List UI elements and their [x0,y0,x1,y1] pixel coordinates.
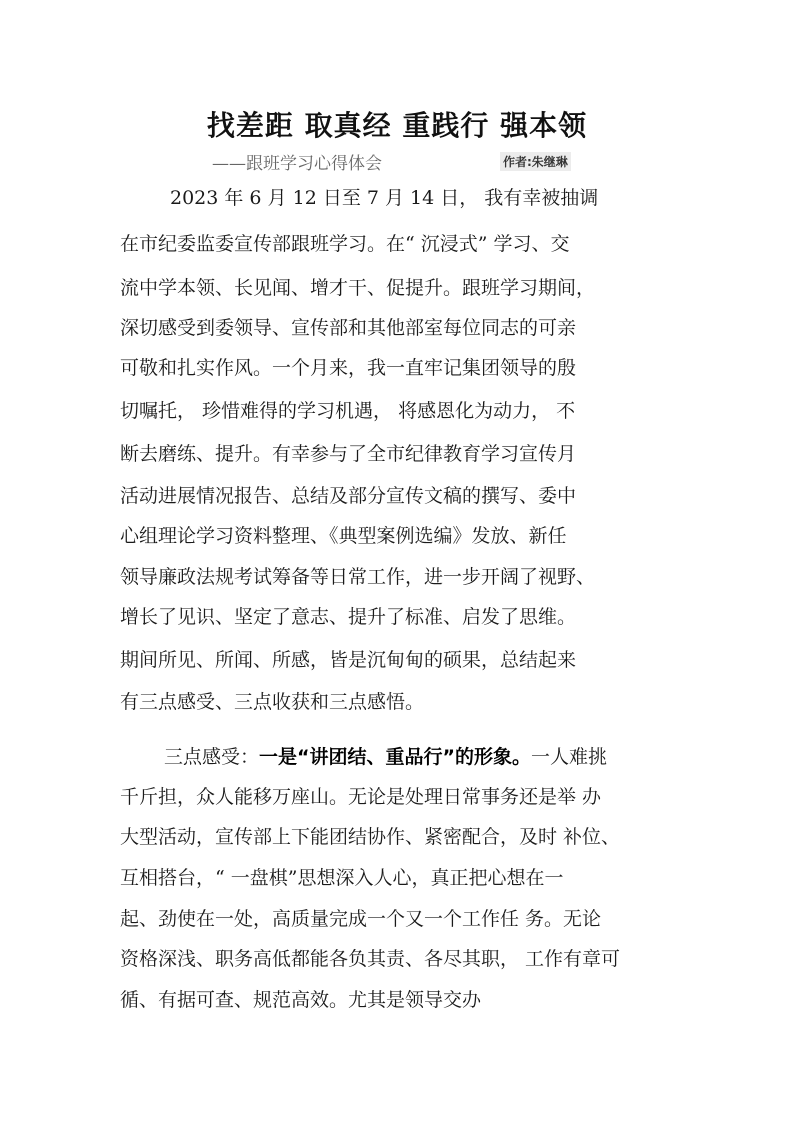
lead-rest-text: 一人难挑 [531,746,608,768]
paragraph-line: 有三点感受、三点收获和三点感悟。 [120,691,425,713]
document-title: 找差距 取真经 重践行 强本领 [206,109,588,142]
document-subtitle: ——跟班学习心得体会 [212,154,382,174]
lead-plain-text: 三点感受： [164,746,260,768]
paragraph-line: 互相搭台，“ 一盘棋”思想深入人心，真正把心想在一 [120,867,564,889]
lead-bold-heading: 一是“讲团结、重品行”的形象。 [259,746,531,768]
paragraph-line: 资格深浅、职务高低都能各负其责、各尽其职， 工作有章可 [120,948,621,970]
paragraph-line: 大型活动，宣传部上下能团结协作、紧密配合，及时 补位、 [120,826,621,848]
paragraph-line: 在市纪委监委宣传部跟班学习。在“ 沉浸式” 学习、交 [120,233,570,255]
paragraph-line: 流中学本领、长见闻、增才干、促提升。跟班学习期间， [120,277,596,299]
paragraph-line: 增长了见识、坚定了意志、提升了标准、启发了思维。 [120,606,577,628]
subtitle-row [212,149,632,173]
paragraph-line: 2023 年 6 月 12 日至 7 月 14 日， 我有幸被抽调 [170,187,599,209]
paragraph-line: 活动进展情况报告、总结及部分宣传文稿的撰写、委中 [120,485,577,507]
paragraph-line: 千斤担，众人能移万座山。无论是处理日常事务还是举 办 [120,786,602,808]
paragraph-line: 起、劲使在一处，高质量完成一个又一个工作任 务。无论 [120,908,602,930]
paragraph-line: 切嘱托， 珍惜难得的学习机遇， 将感恩化为动力， 不 [120,400,576,422]
paragraph-line: 断去磨练、提升。有幸参与了全市纪律教育学习宣传月 [120,443,577,465]
author-label: 作者:朱继琳 [500,152,571,171]
paragraph-line: 期间所见、所闻、所感，皆是沉甸甸的硕果，总结起来 [120,649,577,671]
paragraph-line: 深切感受到委领导、宣传部和其他部室每位同志的可亲 [120,317,577,339]
paragraph-line: 心组理论学习资料整理、《典型案例选编》发放、新任 [120,525,567,547]
paragraph-line: 领导廉政法规考试筹备等日常工作，进一步开阔了视野、 [120,566,596,588]
paragraph-lead-line [164,745,680,769]
paragraph-line: 可敬和扎实作风。一个月来，我一直牢记集团领导的殷 [120,357,577,379]
paragraph-line: 循、有据可查、规范高效。尤其是领导交办 [120,989,482,1011]
